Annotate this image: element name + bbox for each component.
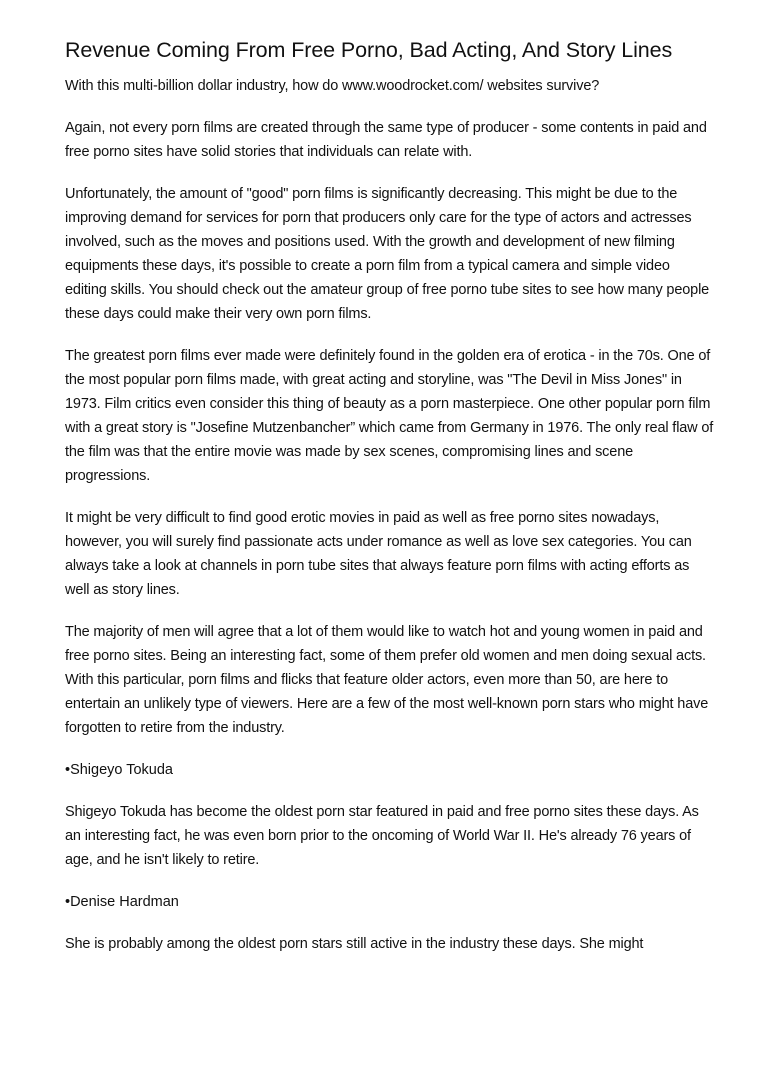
document-page <box>65 38 715 974</box>
paragraph-shigeyo-tokuda: Shigeyo Tokuda has become the oldest porn star featured in paid and free porno sites these days. As an interesting fact, he was even born prior to the oncoming of World War II. He's already 76 years of age, and he isn't likely to retire. <box>65 804 699 868</box>
paragraph-finding-movies: It might be very difficult to find good erotic movies in paid as well as free porno sites nowadays, however, you will surely find passionate acts under romance as well as love sex categories. You can always take a look at channels in porn tube sites that always feature porn films with acting efforts as well as story lines. <box>65 510 692 598</box>
paragraph-producers: Again, not every porn films are created through the same type of producer - some contents in paid and free porno sites have solid stories that individuals can relate with. <box>65 120 707 160</box>
subheading-shigeyo-tokuda: •Shigeyo Tokuda <box>65 762 173 778</box>
paragraph-denise-hardman: She is probably among the oldest porn stars still active in the industry these days. She might <box>65 936 644 952</box>
paragraph-decreasing-quality: Unfortunately, the amount of "good" porn films is significantly decreasing. This might be due to the improving demand for services for porn that producers only care for the type of actors and actresses involved, such as the moves and positions used. With the growth and development of new filming equipments these days, it's possible to create a porn film from a typical camera and simple video editing skills. You should check out the amateur group of free porno tube sites to see how many people these days could make their very own porn films. <box>65 186 710 322</box>
paragraph-intro-question: With this multi-billion dollar industry, how do www.woodrocket.com/ websites survive? <box>65 78 600 94</box>
document-title: Revenue Coming From Free Porno, Bad Acting, And Story Lines <box>65 38 673 62</box>
paragraph-golden-era: The greatest porn films ever made were definitely found in the golden era of erotica - in the 70s. One of the most popular porn films made, with great acting and storyline, was "The Devil in Miss Jones" in 1973. Film critics even consider this thing of beauty as a porn masterpiece. One other popular porn film with a great story is "Josefine Mutzenbancher” which came from Germany in 1976. The only real flaw of the film was that the entire movie was made by sex scenes, compromising lines and scene progressions. <box>65 348 714 484</box>
paragraph-older-actors: The majority of men will agree that a lot of them would like to watch hot and young women in paid and free porno sites. Being an interesting fact, some of them prefer old women and men doing sexual acts. With this particular, porn films and flicks that feature older actors, even more than 50, are here to entertain an unlikely type of viewers. Here are a few of the most well-known porn stars who might have forgotten to retire from the industry. <box>65 624 709 736</box>
subheading-denise-hardman: •Denise Hardman <box>65 894 179 910</box>
